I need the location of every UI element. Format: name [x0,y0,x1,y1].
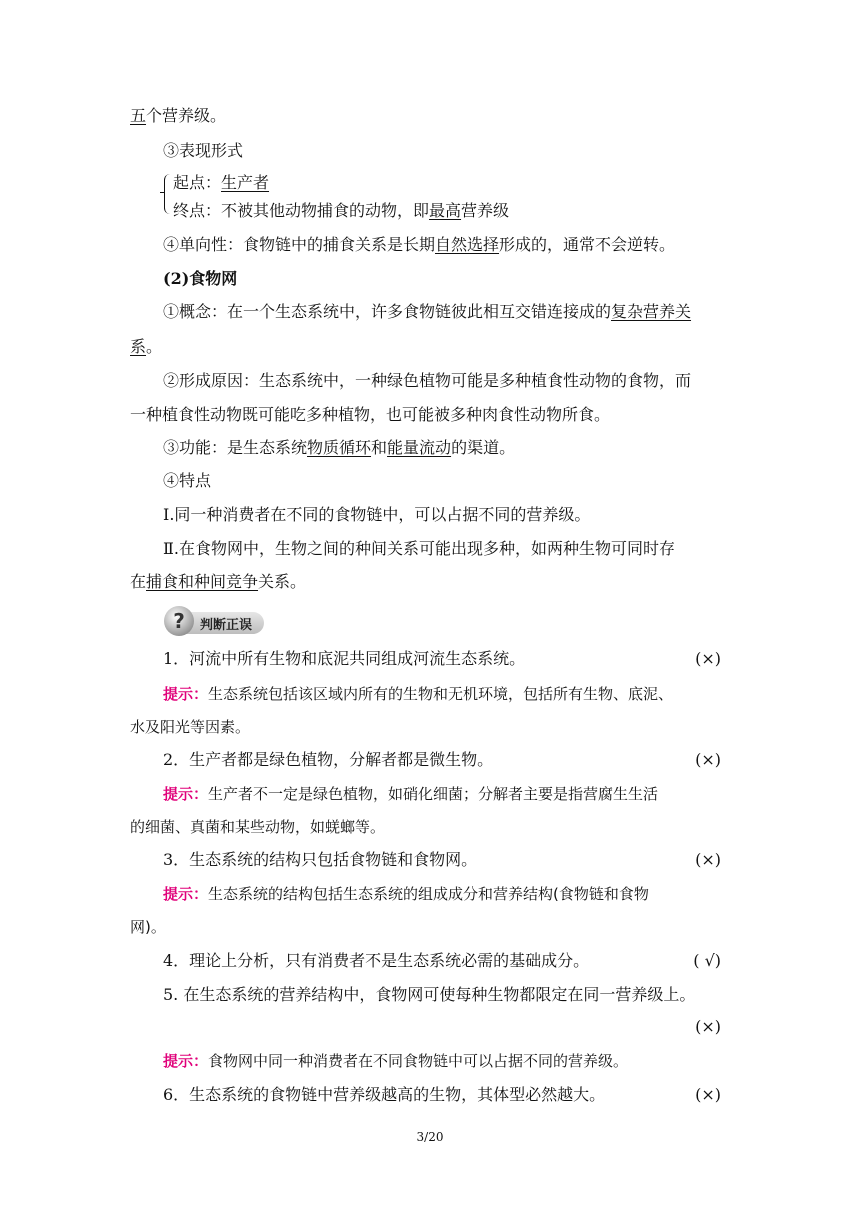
text-span: 的渠道。 [451,438,516,457]
subheading: ④特点 [163,471,212,490]
text-span: 起点： [173,173,222,192]
answer-underline: 复杂营养关 [611,302,692,321]
hint-line [163,683,735,705]
text-span: 关系。 [258,572,307,591]
answer-mark: (×) [695,1017,721,1036]
text-span: ①概念：在一个生态系统中，许多食物链彼此相互交错连接成的 [163,302,612,321]
text-span: 。 [146,337,163,356]
question-item [163,749,735,771]
text-span: 营养级 [461,201,510,220]
answer-mark: ( √) [693,951,721,970]
answer-underline: 捕食和种间竞争 [146,572,259,591]
question-text: 6．生态系统的食物链中营养级越高的生物，其体型必然越大。 [163,1085,606,1104]
text-line: ②形成原因：生态系统中，一种绿色植物可能是多种植食性动物的食物，而 [163,371,692,390]
answer-underline: 最高 [429,201,462,220]
text-line: 一种植食性动物既可能吃多种植物，也可能被多种肉食性动物所食。 [130,405,611,424]
section-tag [164,606,264,632]
text-line [173,172,778,194]
hint-text: 生产者不一定是绿色植物，如硝化细菌；分解者主要是指营腐生生活 [208,785,659,803]
hint-line: 网)。 [130,918,166,936]
text-line [163,437,735,459]
answer-underline: 生产者 [221,173,270,192]
page-number: 3/20 [416,1130,444,1144]
text-line [130,336,735,358]
answer-mark: (×) [695,649,721,668]
hint-line [163,1050,735,1072]
question-text: 4．理论上分析，只有消费者不是生态系统必需的基础成分。 [163,951,590,970]
answer-mark: (×) [695,750,721,769]
question-item: 5. 在生态系统的营养结构中，食物网可使每种生物都限定在同一营养级上。 [163,985,696,1004]
answer-underline: 物质循环 [307,438,372,457]
text-span: 终点：不被其他动物捕食的动物，即 [173,201,430,220]
answer-underline: 五 [130,106,147,125]
text-span: 在 [130,572,147,591]
text-span: 和 [371,438,388,457]
text-line [163,234,735,256]
hint-line: 水及阳光等因素。 [130,718,251,736]
text-line [163,301,735,323]
question-text: 2．生产者都是绿色植物，分解者都是微生物。 [163,750,494,769]
question-text: 1．河流中所有生物和底泥共同组成河流生态系统。 [163,649,526,668]
hint-line [163,783,735,805]
hint-line [163,883,735,905]
answer-underline: 系 [130,337,147,356]
tag-label: 判断正误 [200,618,253,633]
text-line: Ⅱ.在食物网中，生物之间的种间关系可能出现多种，如两种生物可同时存 [163,539,675,558]
text-span: ③功能：是生态系统 [163,438,308,457]
answer-mark: (×) [695,850,721,869]
text-line [130,571,735,593]
text-span: ④单向性：食物链中的捕食关系是长期 [163,235,436,254]
hint-text: 生态系统包括该区域内所有的生物和无机环境，包括所有生物、底泥、 [208,685,674,703]
hint-text: 食物网中同一种消费者在不同食物链中可以占据不同的营养级。 [208,1052,629,1070]
section-heading: (2)食物网 [163,269,238,288]
text-line [173,200,778,222]
text-line: Ⅰ.同一种消费者在不同的食物链中，可以占据不同的营养级。 [163,505,591,524]
brace-symbol [164,174,173,214]
hint-text: 生态系统的结构包括生态系统的组成成分和营养结构(食物链和食物 [208,885,649,903]
question-item [163,648,735,670]
hint-line: 的细菌、真菌和某些动物，如蜣螂等。 [130,818,386,836]
hint-label: 提示： [163,885,209,903]
question-mark-icon: ? [164,606,194,636]
question-item [163,849,735,871]
answer-underline: 能量流动 [387,438,452,457]
hint-label: 提示： [163,1052,209,1070]
question-item [163,950,735,972]
question-item [163,1084,735,1106]
answer-underline: 自然选择 [435,235,500,254]
text-line [130,105,735,127]
hint-label: 提示： [163,785,209,803]
answer-mark: (×) [695,1085,721,1104]
text-span: 形成的，通常不会逆转。 [499,235,676,254]
question-text: 3．生态系统的结构只包括食物链和食物网。 [163,850,478,869]
subheading: ③表现形式 [163,141,244,160]
text-span: 个营养级。 [146,106,227,125]
hint-label: 提示： [163,685,209,703]
